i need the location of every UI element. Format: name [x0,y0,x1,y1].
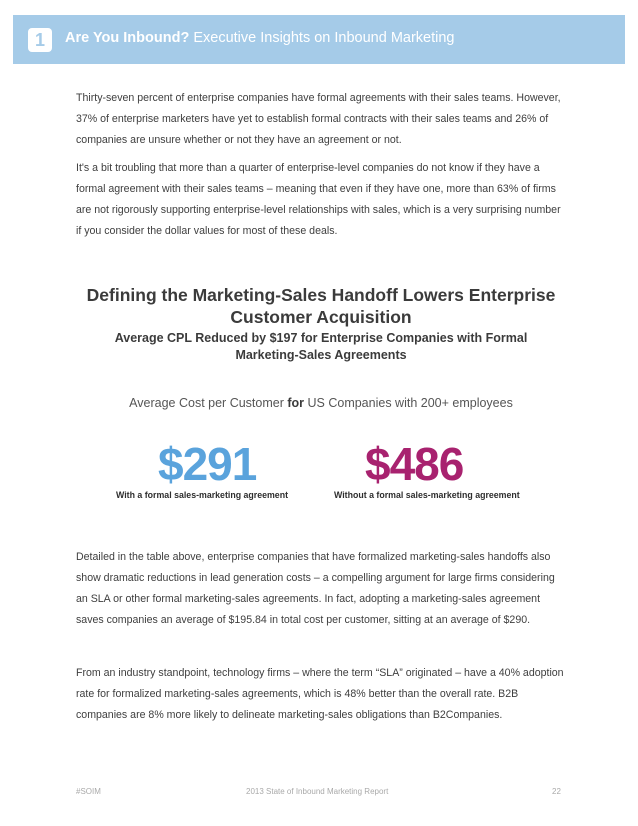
footer-hashtag: #SOIM [76,787,101,796]
stat-value-with-agreement: $291 [158,438,257,490]
caption-bold: for [287,396,305,410]
infographic-title-line2: Customer Acquisition [230,307,412,327]
infographic-subtitle-line1: Average CPL Reduced by $197 for Enterprise Companies with Formal [114,331,528,345]
caption-pre: Average Cost per Customer [129,396,288,410]
infographic-title [76,284,566,328]
chapter-title-bold: Are You Inbound? [65,30,190,46]
paragraph-enterprise-agreements: Thirty-seven percent of enterprise companies have formal agreements with their sales teams. However, 37% of enterprise marketers have yet to establish formal contracts with their sales teams and 26% of companies are unsure whether or not they have an agreement or not. [76,92,561,146]
paragraph-industry-standpoint: From an industry standpoint, technology firms – where the term “SLA” originated – have a 40% adoption rate for formalized marketing-sales agreements, which is 48% better than the overall rate. B2B companies are 8% more likely to delineate marketing-sales obligations than B2Companies. [76,667,564,721]
paragraph-troubling-quarter: It's a bit troubling that more than a quarter of enterprise-level companies do not know if they have a formal agreement with their sales teams – meaning that even if they have one, more than 63% of firms are not rigorously supporting enterprise-level relationships with sales, which is a very surprising number if you consider the dollar values for most of these deals. [76,162,561,237]
cpl-infographic [76,284,566,514]
infographic-subtitle-line2: Marketing-Sales Agreements [235,348,407,362]
stat-value-without-agreement: $486 [365,438,464,490]
caption-post: US Companies with 200+ employees [304,396,513,410]
chapter-number-badge: 1 [28,28,52,52]
stat-label-without-agreement: Without a formal sales-marketing agreement [334,490,520,500]
footer-report-title: 2013 State of Inbound Marketing Report [246,787,389,796]
chapter-title-rest: Executive Insights on Inbound Marketing [189,30,455,46]
infographic-caption [76,396,566,410]
paragraph-lead-cost-reduction: Detailed in the table above, enterprise companies that have formalized marketing-sales handoffs also show dramatic reductions in lead generation costs – a compelling argument for large firms considering an SLA or other formal marketing-sales agreements. In fact, adopting a marketing-sales agreement saves companies an average of $195.84 in total cost per customer, sitting at an average of $290. [76,551,555,626]
infographic-title-line1: Defining the Marketing-Sales Handoff Lowers Enterprise [86,285,556,305]
stat-label-with-agreement: With a formal sales-marketing agreement [116,490,289,500]
infographic-subtitle [76,330,566,364]
chapter-title [65,30,455,46]
footer-page-number: 22 [552,787,561,796]
